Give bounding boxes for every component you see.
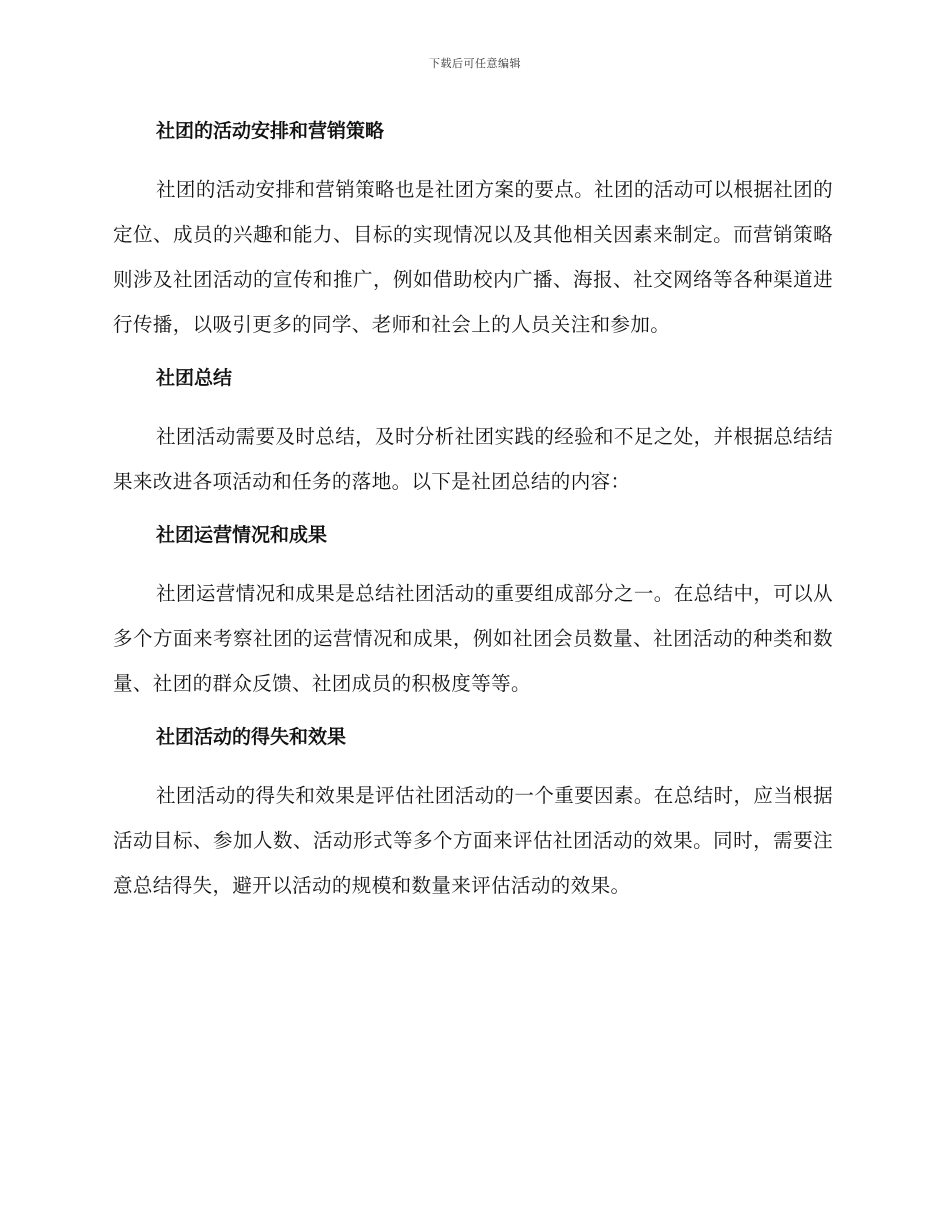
section-paragraph: 社团活动的得失和效果是评估社团活动的一个重要因素。在总结时，应当根据活动目标、参加人数、活动形式等多个方面来评估社团活动的效果。同时，需要注意总结得失，避开以活动的规模和数量来评估活动的效果。 — [113, 784, 833, 897]
section-heading: 社团运营情况和成果 — [156, 524, 328, 546]
section-heading: 社团的活动安排和营销策略 — [156, 120, 385, 142]
section-paragraph: 社团活动需要及时总结，及时分析社团实践的经验和不足之处，并根据总结结果来改进各项活动和任务的落地。以下是社团总结的内容： — [113, 425, 833, 493]
document-body — [113, 110, 833, 921]
section-heading: 社团总结 — [156, 367, 233, 389]
section-paragraph: 社团的活动安排和营销策略也是社团方案的要点。社团的活动可以根据社团的定位、成员的兴趣和能力、目标的实现情况以及其他相关因素来制定。而营销策略则涉及社团活动的宣传和推广，例如借助校内广播、海报、社交网络等各种渠道进行传播，以吸引更多的同学、老师和社会上的人员关注和参加。 — [113, 178, 833, 336]
section-paragraph: 社团运营情况和成果是总结社团活动的重要组成部分之一。在总结中，可以从多个方面来考察社团的运营情况和成果，例如社团会员数量、社团活动的种类和数量、社团的群众反馈、社团成员的积极度等等。 — [113, 582, 833, 695]
header-note: 下载后可任意编辑 — [429, 57, 521, 70]
section-heading: 社团活动的得失和效果 — [156, 726, 347, 748]
